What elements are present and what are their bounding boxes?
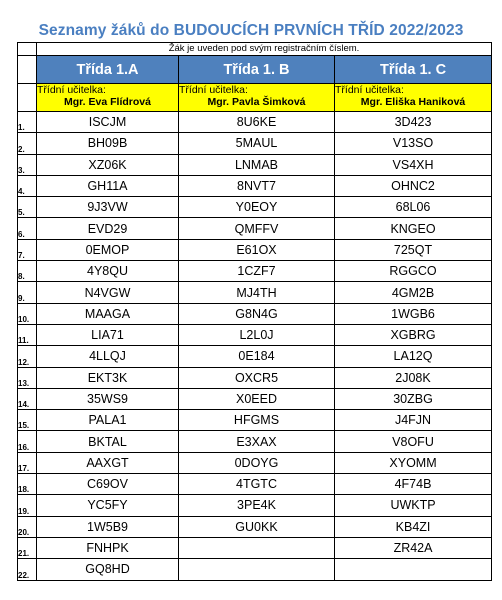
table-row [18,218,492,239]
class-header-1c: Třída 1. C [335,56,492,84]
pupil-code-1a: 9J3VW [37,197,179,218]
pupil-code-1c: ZR42A [335,537,492,558]
pupil-code-1b: E61OX [179,239,335,260]
pupil-code-1c: V13SO [335,133,492,154]
table-row [18,261,492,282]
table-row [18,474,492,495]
row-number: 17. [18,452,37,473]
pupil-code-1c: V8OFU [335,431,492,452]
pupil-code-1a: 1W5B9 [37,516,179,537]
row-number: 16. [18,431,37,452]
table-row [18,346,492,367]
pupil-code-1a: EVD29 [37,218,179,239]
table-row [18,367,492,388]
pupil-code-1b: 0E184 [179,346,335,367]
pupil-code-1c: VS4XH [335,154,492,175]
number-header-cell [18,56,37,84]
pupil-code-1a: MAAGA [37,303,179,324]
pupil-code-1b: 1CZF7 [179,261,335,282]
row-number: 1. [18,112,37,133]
pupil-code-1a: GH11A [37,175,179,196]
number-teacher-cell [18,84,37,112]
pupil-code-1a: 4LLQJ [37,346,179,367]
corner-cell [18,43,37,56]
table-row [18,175,492,196]
pupil-code-1b: Y0EOY [179,197,335,218]
pupil-code-1a: LIA71 [37,324,179,345]
pupil-code-1b [179,559,335,580]
row-number: 2. [18,133,37,154]
teacher-name: Mgr. Pavla Šimková [207,96,306,108]
table-row [18,154,492,175]
row-number: 9. [18,282,37,303]
row-number: 14. [18,388,37,409]
row-number: 8. [18,261,37,282]
table-row [18,388,492,409]
pupil-code-1c: 725QT [335,239,492,260]
pupil-code-1c: XYOMM [335,452,492,473]
row-number: 10. [18,303,37,324]
pupil-code-1b: 8NVT7 [179,175,335,196]
pupil-code-1a: BH09B [37,133,179,154]
pupil-code-1b: 5MAUL [179,133,335,154]
table-row [18,559,492,580]
row-number: 4. [18,175,37,196]
table-row [18,303,492,324]
row-number: 6. [18,218,37,239]
pupil-code-1a: PALA1 [37,410,179,431]
row-number: 11. [18,324,37,345]
pupil-code-1b: GU0KK [179,516,335,537]
pupil-code-1a: 0EMOP [37,239,179,260]
row-number: 18. [18,474,37,495]
teacher-label: Třídní učitelka: [335,84,404,96]
teacher-name: Mgr. Eva Flídrová [64,96,151,108]
pupil-code-1c: RGGCO [335,261,492,282]
pupil-code-1c: LA12Q [335,346,492,367]
pupil-code-1c: 1WGB6 [335,303,492,324]
pupil-code-1b: L2L0J [179,324,335,345]
pupil-code-1b: G8N4G [179,303,335,324]
teacher-row [18,84,492,112]
pupil-code-1c: KNGEO [335,218,492,239]
class-header-1a: Třída 1.A [37,56,179,84]
note-row [18,43,492,56]
table-row [18,112,492,133]
pupil-code-1c: KB4ZI [335,516,492,537]
table-row [18,537,492,558]
row-number: 5. [18,197,37,218]
row-number: 19. [18,495,37,516]
row-number: 15. [18,410,37,431]
table-row [18,239,492,260]
teacher-cell-1b [179,84,335,112]
pupil-code-1b [179,537,335,558]
class-header-1b: Třída 1. B [179,56,335,84]
pupil-code-1b: QMFFV [179,218,335,239]
pupil-code-1c: J4FJN [335,410,492,431]
row-number: 12. [18,346,37,367]
pupil-code-1b: OXCR5 [179,367,335,388]
pupil-code-1b: 0DOYG [179,452,335,473]
pupil-code-1c: 3D423 [335,112,492,133]
pupil-code-1b: LNMAB [179,154,335,175]
pupil-code-1a: 35WS9 [37,388,179,409]
table-row [18,431,492,452]
teacher-name: Mgr. Eliška Haniková [360,96,466,108]
pupil-code-1c: 2J08K [335,367,492,388]
row-number: 22. [18,559,37,580]
table-row [18,282,492,303]
pupil-code-1c: 4F74B [335,474,492,495]
pupil-code-1c: UWKTP [335,495,492,516]
pupil-code-1a: YC5FY [37,495,179,516]
pupil-code-1c: 30ZBG [335,388,492,409]
pupil-code-1c: 68L06 [335,197,492,218]
class-header-row [18,56,492,84]
pupil-code-1a: FNHPK [37,537,179,558]
pupil-code-1a: N4VGW [37,282,179,303]
pupil-code-1b: MJ4TH [179,282,335,303]
pupil-code-1c: XGBRG [335,324,492,345]
row-number: 3. [18,154,37,175]
pupil-code-1b: HFGMS [179,410,335,431]
teacher-label: Třídní učitelka: [37,84,106,96]
pupil-code-1b: 8U6KE [179,112,335,133]
pupil-code-1b: E3XAX [179,431,335,452]
pupil-code-1b: X0EED [179,388,335,409]
teacher-label: Třídní učitelka: [179,84,248,96]
pupil-code-1b: 4TGTC [179,474,335,495]
pupil-code-1a: EKT3K [37,367,179,388]
pupil-code-1a: GQ8HD [37,559,179,580]
table-row [18,324,492,345]
pupil-code-1a: BKTAL [37,431,179,452]
table-row [18,133,492,154]
pupil-code-1a: XZ06K [37,154,179,175]
row-number: 7. [18,239,37,260]
pupil-code-1c: OHNC2 [335,175,492,196]
registration-note: Žák je uveden pod svým registračním číslem. [37,43,492,56]
row-number: 21. [18,537,37,558]
pupil-code-1a: C69OV [37,474,179,495]
pupil-code-1a: ISCJM [37,112,179,133]
pupil-code-1a: AAXGT [37,452,179,473]
page-title: Seznamy žáků do BUDOUCÍCH PRVNÍCH TŘÍD 2022/2023 [38,22,464,39]
teacher-cell-1c [335,84,492,112]
table-row [18,197,492,218]
table-row [18,495,492,516]
pupil-code-1a: 4Y8QU [37,261,179,282]
pupil-code-1b: 3PE4K [179,495,335,516]
row-number: 13. [18,367,37,388]
row-number: 20. [18,516,37,537]
table-row [18,452,492,473]
pupil-code-1c: 4GM2B [335,282,492,303]
table-row [18,516,492,537]
pupil-code-1c [335,559,492,580]
class-roster-table [17,42,492,581]
teacher-cell-1a [37,84,179,112]
table-row [18,410,492,431]
